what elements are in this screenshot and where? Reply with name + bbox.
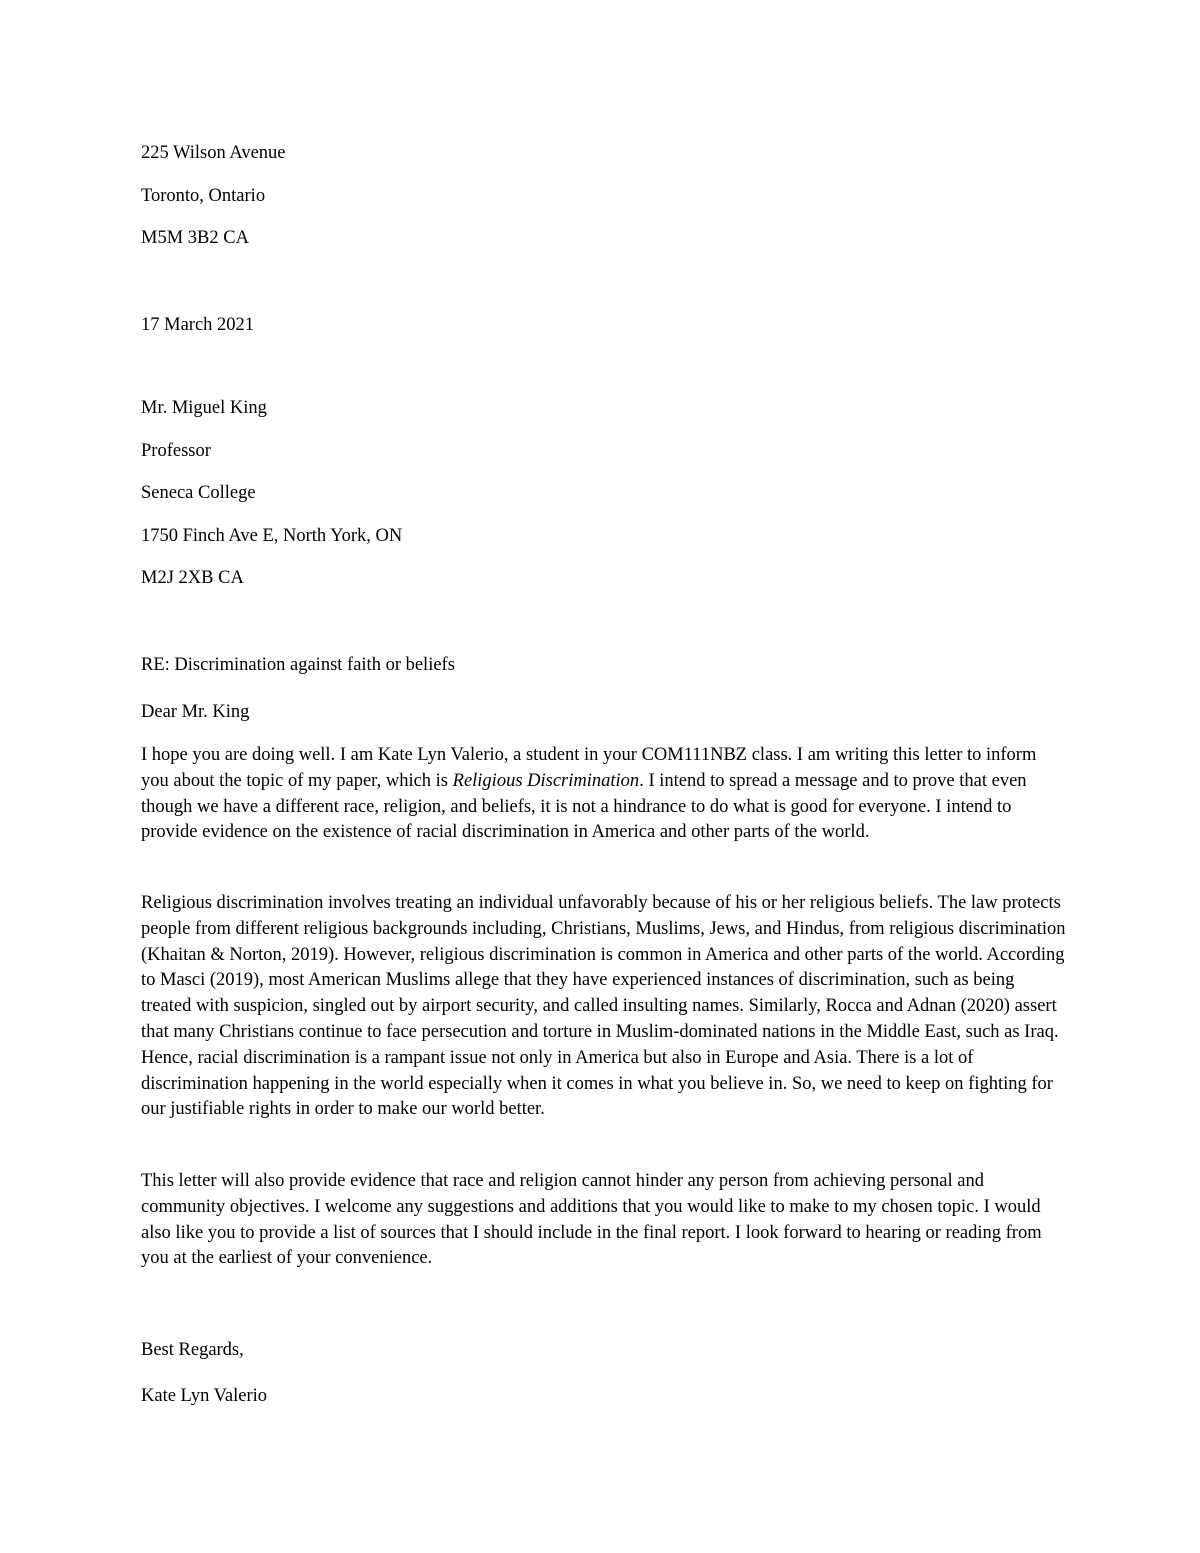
closing: Best Regards, xyxy=(141,1340,244,1360)
body-paragraph-2: Religious discrimination involves treating an individual unfavorably because of his or her religious beliefs. The law protects people from different religious backgrounds including, Christians, Muslims, Jews, and Hindus, from religious discrimination (Khaitan & Norton, 2019). However, religious discrimination is common in America and other parts of the world. According to Masci (2019), most American Muslims allege that they have experienced instances of discrimination, such as being treated with suspicion, singled out by airport security, and called insulting names. Similarly, Rocca and Adnan (2020) assert that many Christians continue to face persecution and torture in Muslim-dominated nations in the Middle East, such as Iraq. Hence, racial discrimination is a rampant issue not only in America but also in Europe and Asia. There is a lot of discrimination happening in the world especially when it comes in what you believe in. So, we need to keep on fighting for our justifiable rights in order to make our world better. xyxy=(141,893,1066,1120)
body-paragraph-1-end: . I intend to spread a message and to prove that even though we have a different race, religion, and beliefs, it is not a hindrance to do what is good for everyone. I intend to provide evidence on the existence of racial discrimination in America and other parts of the world. xyxy=(141,770,1027,843)
paper-topic-italic: Religious Discrimination xyxy=(452,770,640,791)
recipient-postal: M2J 2XB CA xyxy=(141,568,244,588)
recipient-organization: Seneca College xyxy=(141,483,256,503)
salutation: Dear Mr. King xyxy=(141,702,250,722)
body-paragraph-1-start: I hope you are doing well. I am Kate Lyn Valerio, a student in your COM111NBZ class. I am writing this letter to inform you about the topic of my paper, which is xyxy=(141,745,1037,791)
body-paragraph-3: This letter will also provide evidence that race and religion cannot hinder any person from achieving personal and community objectives. I welcome any suggestions and additions that you would like to make to my chosen topic. I would also like you to provide a list of sources that I should include in the final report. I look forward to hearing or reading from you at the earliest of your convenience. xyxy=(141,1171,1042,1269)
recipient-name: Mr. Miguel King xyxy=(141,398,267,418)
subject-line: RE: Discrimination against faith or beliefs xyxy=(141,655,455,675)
sender-city: Toronto, Ontario xyxy=(141,186,266,206)
sender-street: 225 Wilson Avenue xyxy=(141,143,286,163)
signature-name: Kate Lyn Valerio xyxy=(141,1386,268,1406)
recipient-title: Professor xyxy=(141,441,211,461)
letter-date: 17 March 2021 xyxy=(141,315,255,335)
body-paragraph-1 xyxy=(141,743,1066,846)
recipient-street: 1750 Finch Ave E, North York, ON xyxy=(141,526,403,546)
sender-postal: M5M 3B2 CA xyxy=(141,228,249,248)
